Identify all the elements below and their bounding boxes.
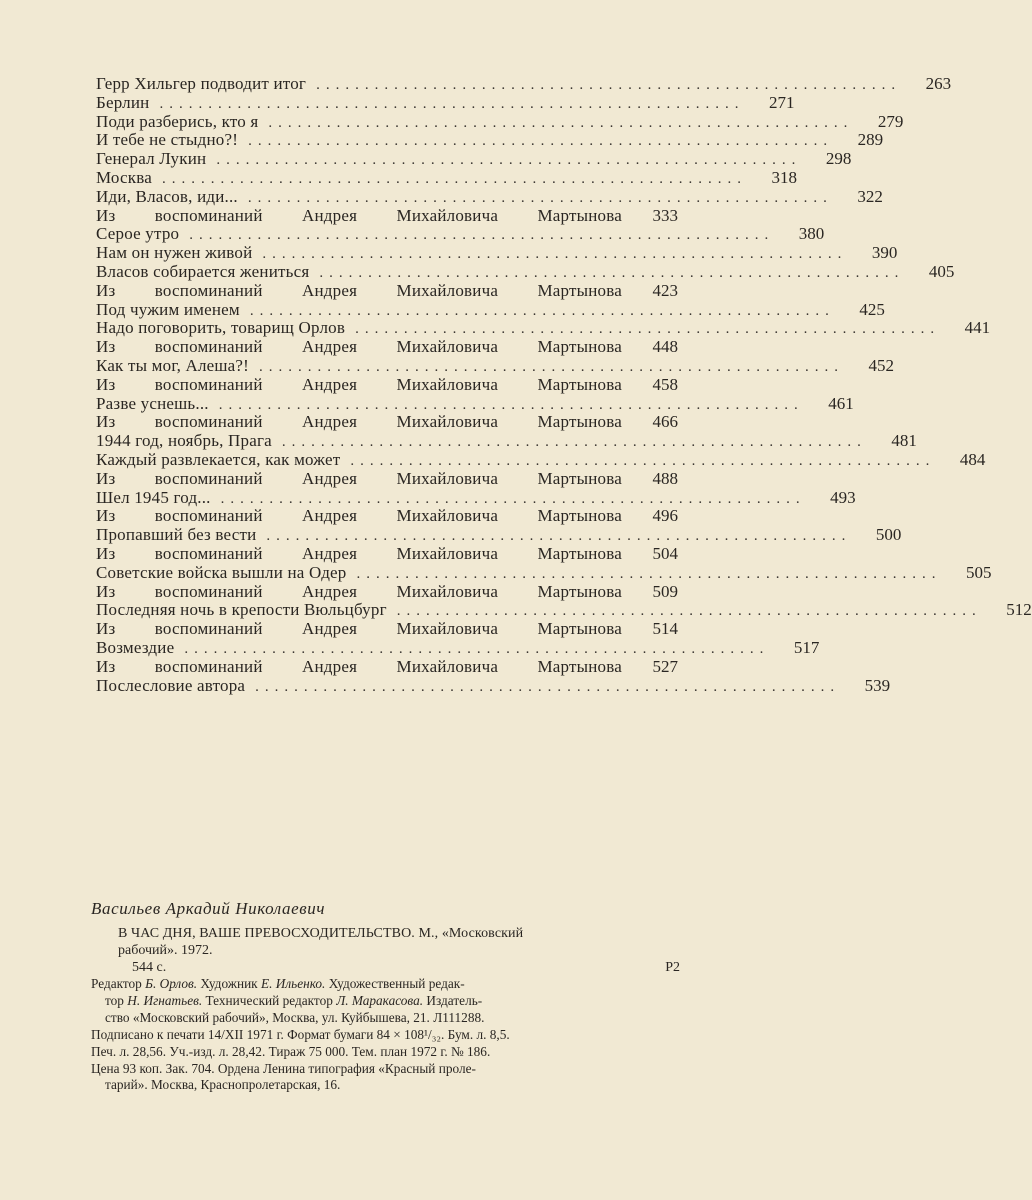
toc-entry	[96, 149, 852, 169]
toc-entry-title: Шел 1945 год...	[96, 487, 211, 507]
imprint-line: Цена 93 коп. Зак. 704. Ордена Ленина типография «Красный проле-	[91, 1060, 476, 1076]
dot-leader: ............................................................	[216, 152, 802, 169]
toc-entry-page: 423	[652, 280, 678, 300]
toc-entry	[96, 299, 885, 320]
toc-entry-title: Берлин	[96, 92, 150, 112]
toc-entry	[96, 675, 891, 696]
toc-entry	[96, 318, 991, 338]
dot-leader: ............................................................	[220, 490, 806, 507]
toc-entry-title: Серое утро	[96, 224, 180, 244]
dot-leader: ............................................................	[248, 133, 834, 150]
toc-entry-page: 509	[652, 581, 678, 601]
toc-entry	[96, 507, 678, 526]
toc-entry-page: 318	[771, 167, 797, 187]
toc-entry-page: 500	[875, 525, 902, 545]
toc-entry	[96, 525, 902, 545]
toc-entry-page: 505	[966, 562, 992, 582]
toc-entry	[96, 413, 678, 432]
dot-leader: ............................................................	[268, 114, 854, 131]
dot-leader: ............................................................	[189, 227, 775, 244]
toc-entry	[96, 393, 854, 414]
toc-entry	[96, 487, 856, 508]
artist-name: Е. Ильенко.	[260, 976, 326, 991]
toc-entry-page: 517	[793, 637, 820, 657]
imprint-line: тор Н. Игнатьев. Технический редактор Л. Маракасова. Издатель-	[105, 992, 483, 1008]
editor-name: Б. Орлов.	[145, 976, 198, 991]
toc-entry-title: Генерал Лукин	[96, 149, 207, 169]
toc-entry-page: 452	[868, 355, 895, 375]
toc-entry-page: 488	[652, 468, 678, 488]
toc-entry-page: 289	[857, 130, 884, 150]
toc-entry-page: 527	[652, 656, 678, 676]
toc-entry-title: Надо поговорить, товарищ Орлов	[96, 318, 346, 338]
dot-leader: ............................................................	[316, 77, 902, 93]
toc-entry-page: 458	[652, 374, 678, 394]
imprint-line: тарий». Москва, Краснопролетарская, 16.	[105, 1077, 341, 1093]
dot-leader: ............................................................	[350, 452, 936, 469]
toc-entry	[96, 431, 917, 451]
toc-entry-page: 484	[959, 449, 986, 469]
toc-entry	[96, 470, 678, 489]
toc-entry-title: Власов собирается жениться	[96, 261, 310, 281]
bibliographic-entry	[118, 925, 680, 976]
toc-entry-page: 425	[859, 299, 885, 319]
toc-entry-page: 496	[652, 506, 678, 526]
toc-entry-title: Иди, Власов, иди...	[96, 186, 238, 206]
toc-entry-page: 263	[925, 74, 952, 93]
toc-entry	[96, 243, 898, 263]
toc-entry-page: 322	[857, 186, 883, 206]
toc-entry	[96, 261, 955, 282]
toc-entry	[96, 562, 992, 583]
page-count: 544 с.	[132, 960, 167, 975]
toc-entry-title: Из воспоминаний Андрея Михайловича Мартынова	[96, 656, 622, 676]
toc-entry-title: Из воспоминаний Андрея Михайловича Мартынова	[96, 412, 622, 432]
classification-code: Р2	[665, 960, 680, 975]
toc-entry-title: 1944 год, ноябрь, Прага	[96, 431, 272, 451]
toc-entry	[96, 338, 678, 357]
toc-entry-page: 271	[768, 92, 795, 112]
toc-entry-title: Советские войска вышли на Одер	[96, 562, 347, 582]
toc-entry-page: 512	[1006, 600, 1032, 620]
toc-entry-title: Из воспоминаний Андрея Михайловича Мартынова	[96, 280, 622, 300]
toc-entry-page: 380	[798, 224, 825, 244]
toc-entry-title: Из воспоминаний Андрея Михайловича Мартынова	[96, 468, 622, 488]
toc-entry-title: Из воспоминаний Андрея Михайловича Мартынова	[96, 581, 622, 601]
toc-entry	[96, 658, 678, 677]
toc-entry-title: Герр Хильгер подводит итог	[96, 74, 307, 93]
toc-entry-title: Возмездие	[96, 637, 175, 657]
toc-entry	[96, 207, 678, 226]
dot-leader: ............................................................	[159, 95, 745, 112]
toc-entry-title: Каждый развлекается, как может	[96, 449, 341, 469]
toc-entry-title: Из воспоминаний Андрея Михайловича Мартынова	[96, 337, 622, 357]
dot-leader: ............................................................	[259, 358, 845, 375]
imprint-line: Печ. л. 28,56. Уч.-изд. л. 28,42. Тираж 75 000. Тем. план 1972 г. № 186.	[91, 1043, 491, 1059]
toc-entry	[96, 130, 884, 150]
toc-entry-title: Нам он нужен живой	[96, 243, 253, 263]
imprint-line: Редактор Б. Орлов. Художник Е. Ильенко. Художественный редак-	[91, 976, 465, 991]
toc-entry-title: Разве уснешь...	[96, 393, 209, 413]
toc-entry-page: 514	[652, 619, 678, 639]
toc-entry-title: Поди разберись, кто я	[96, 111, 259, 131]
toc-entry	[96, 224, 825, 244]
dot-leader: ............................................................	[161, 170, 747, 187]
toc-entry	[96, 186, 883, 207]
toc-entry-page: 493	[830, 487, 856, 507]
art-editor-name: Н. Игнатьев.	[127, 992, 203, 1008]
toc-entry	[96, 637, 820, 658]
toc-entry-page: 481	[891, 431, 917, 451]
toc-entry-title: Из воспоминаний Андрея Михайловича Мартынова	[96, 374, 622, 394]
toc-entry	[96, 376, 678, 395]
toc-entry-title: Из воспоминаний Андрея Михайловича Мартынова	[96, 205, 622, 225]
biblio-title-line: В ЧАС ДНЯ, ВАШЕ ПРЕВОСХОДИТЕЛЬСТВО. М., «Московский	[118, 926, 524, 941]
toc-entry-page: 461	[828, 393, 854, 413]
toc-entry-title: Из воспоминаний Андрея Михайловича Мартынова	[96, 543, 622, 563]
toc-entry	[96, 545, 678, 564]
toc-entry	[96, 583, 678, 602]
dot-leader: ............................................................	[266, 528, 852, 545]
toc-entry	[96, 111, 904, 132]
dot-leader: ............................................................	[247, 189, 833, 206]
imprint-block	[91, 976, 681, 1094]
toc-entry-title: Как ты мог, Алеша?!	[96, 355, 250, 375]
dot-leader: ............................................................	[249, 302, 835, 319]
dot-leader: ............................................................	[218, 396, 804, 413]
dot-leader: ............................................................	[281, 434, 867, 451]
biblio-pages-line	[118, 959, 680, 976]
toc-entry-title: Пропавший без вести	[96, 525, 257, 545]
toc-entry-title: Последняя ночь в крепости Вюльцбург	[96, 600, 387, 620]
toc-entry-title: Из воспоминаний Андрея Михайловича Мартынова	[96, 506, 622, 526]
toc-entry-title: Послесловие автора	[96, 675, 246, 695]
dot-leader: ............................................................	[396, 603, 982, 620]
toc-entry-title: Под чужим именем	[96, 299, 240, 319]
toc-entry-title: И тебе не стыдно?!	[96, 130, 239, 150]
dot-leader: ............................................................	[255, 678, 841, 695]
dot-leader: ............................................................	[184, 640, 770, 657]
toc-entry	[96, 355, 895, 376]
toc-entry	[96, 449, 986, 470]
dot-leader: ............................................................	[356, 565, 942, 582]
toc-entry-title: Из воспоминаний Андрея Михайловича Мартынова	[96, 619, 622, 639]
dot-leader: ............................................................	[319, 264, 905, 281]
imprint-line: ство «Московский рабочий», Москва, ул. Куйбышева, 21. Л111288.	[105, 1009, 485, 1025]
table-of-contents	[96, 74, 1032, 695]
dot-leader: ............................................................	[262, 246, 848, 263]
toc-entry-page: 405	[928, 261, 955, 281]
dot-leader: ............................................................	[355, 321, 941, 338]
toc-entry-page: 390	[871, 243, 898, 263]
toc-entry-page: 298	[825, 149, 852, 169]
toc-entry	[96, 74, 952, 94]
toc-entry-page: 504	[652, 543, 678, 563]
toc-entry-page: 441	[964, 318, 991, 338]
toc-entry-page: 279	[877, 111, 904, 131]
toc-entry-page: 333	[652, 205, 678, 225]
toc-entry-page: 448	[652, 337, 678, 357]
tech-editor-name: Л. Маракасова.	[336, 992, 424, 1008]
toc-entry	[96, 282, 678, 301]
toc-entry	[96, 167, 797, 188]
biblio-publisher-line: рабочий». 1972.	[118, 943, 213, 958]
toc-entry	[96, 92, 795, 113]
imprint-line: Подписано к печати 14/XII 1971 г. Формат бумаги 84 × 108¹/₃₂. Бум. л. 8,5.	[91, 1026, 510, 1042]
toc-entry-page: 539	[864, 675, 891, 695]
toc-entry	[96, 600, 1032, 620]
author-name: Васильев Аркадий Николаевич	[91, 899, 326, 918]
toc-entry-title: Москва	[96, 167, 152, 187]
toc-entry-page: 466	[652, 412, 678, 432]
toc-entry	[96, 620, 678, 639]
